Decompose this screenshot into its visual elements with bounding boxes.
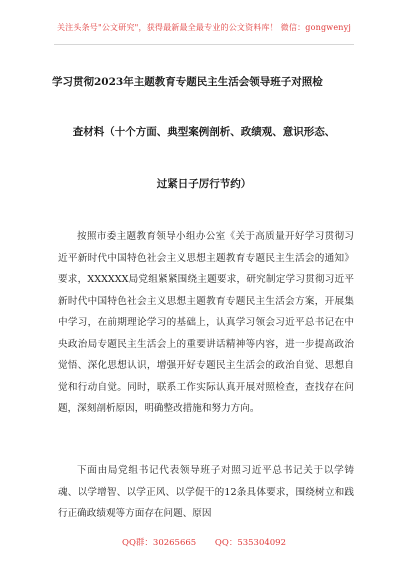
document-title-line-2: 查材料（十个方面、典型案例剖析、政绩观、意识形态、 (72, 126, 336, 138)
body-paragraph-1: 按照市委主题教育领导小组办公室《关于高质量开好学习贯彻习近平新时代中国特色社会主义思想主题教育专题民主生活会的通知》要求，XXXXXX局党组紧紧围绕主题要求，研究制定学习贯彻习近平新时代中国特色社会主义思想主题教育专题民主生活会方案，开展集中学习，在前期理论学习的基础上，认真学习领会习近平总书记在中央政治局专题民主生活会上的重要讲话精神等内容，进一步提高政治觉悟、深化思想认识，增强开好专题民主生活会的政治自觉、思想自觉和行动自觉。同时，联系工作实际认真开展对照检查，查找存在问题，深刻剖析原因，明确整改措施和努力方向。 (58, 231, 354, 414)
header-divider (54, 44, 354, 45)
footer-qq-number: QQ：535304092 (214, 538, 286, 548)
footer-qq-group: QQ群：30265665 (121, 538, 197, 548)
header-promo-note: 关注头条号"公文研究"，获得最新最全最专业的公文资料库！ 微信：gongwenyj (56, 23, 352, 32)
body-paragraph-2: 下面由局党组书记代表领导班子对照习近平总书记关于以学铸魂、以学增智、以学正风、以学促干的12条具体要求，围绕树立和践行正确政绩观等方面存在问题、原因 (58, 465, 354, 519)
footer-contact (0, 536, 408, 548)
document-title-line-1: 学习贯彻2023年主题教育专题民主生活会领导班子对照检 (52, 76, 323, 88)
document-title-line-3: 过紧日子厉行节约） (156, 178, 252, 190)
